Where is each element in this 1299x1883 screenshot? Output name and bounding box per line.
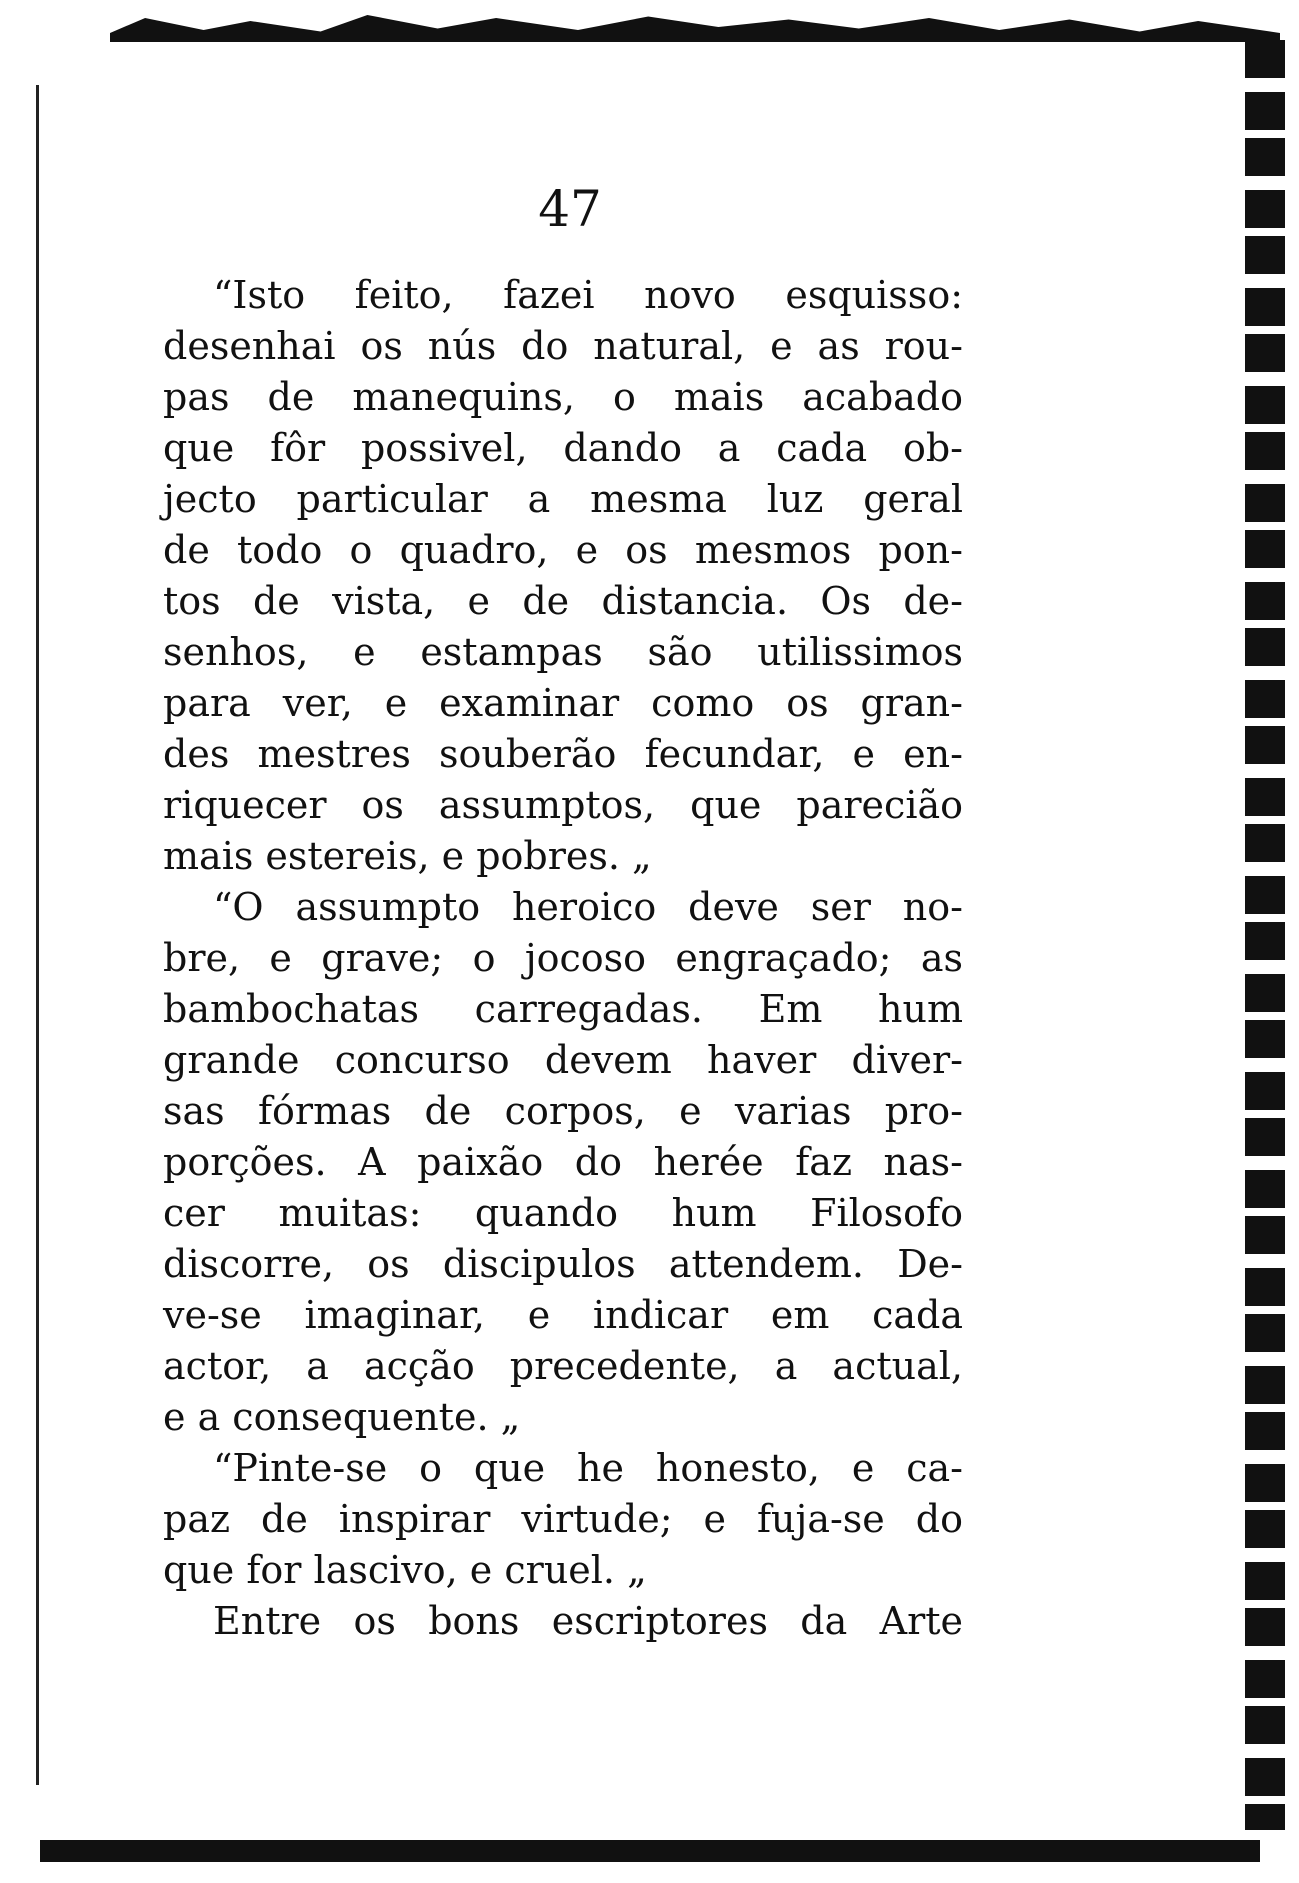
scan-top-edge [110, 12, 1280, 42]
text-line: bre, e grave; o jocoso engraçado; as [163, 936, 963, 980]
text-line: “O assumpto heroico deve ser no- [213, 885, 963, 929]
text-line: senhos, e estampas são utilissimos [163, 630, 963, 674]
text-line: sas fórmas de corpos, e varias pro- [163, 1089, 963, 1133]
text-line: porções. A paixão do herée faz nas- [163, 1140, 963, 1184]
text-line: “Pinte-se o que he honesto, e ca- [213, 1446, 963, 1490]
body-text [163, 270, 963, 1647]
text-line: actor, a acção precedente, a actual, [163, 1344, 963, 1388]
text-line: pas de manequins, o mais acabado [163, 375, 963, 419]
text-line: ve-se imaginar, e indicar em cada [163, 1293, 963, 1337]
text-line: de todo o quadro, e os mesmos pon- [163, 528, 963, 572]
text-line: que fôr possivel, dando a cada ob- [163, 426, 963, 470]
text-line: para ver, e examinar como os gran- [163, 681, 963, 725]
text-line: jecto particular a mesma luz geral [163, 477, 963, 521]
text-line: Entre os bons escriptores da Arte [213, 1599, 963, 1643]
text-line: tos de vista, e de distancia. Os de- [163, 579, 963, 623]
scan-right-edge [1245, 40, 1285, 1830]
text-line: cer muitas: quando hum Filosofo [163, 1191, 963, 1235]
text-line: desenhai os nús do natural, e as rou- [163, 324, 963, 368]
text-line: bambochatas carregadas. Em hum [163, 987, 963, 1031]
text-line: e a consequente. „ [163, 1395, 521, 1439]
text-line: discorre, os discipulos attendem. De- [163, 1242, 963, 1286]
scan-left-rule [36, 85, 39, 1785]
text-line: paz de inspirar virtude; e fuja-se do [163, 1497, 963, 1541]
scan-bottom-edge [40, 1840, 1260, 1862]
page-number: 47 [538, 180, 602, 238]
text-line: grande concurso devem haver diver- [163, 1038, 963, 1082]
text-line: des mestres souberão fecundar, e en- [163, 732, 963, 776]
text-line: mais estereis, e pobres. „ [163, 834, 652, 878]
text-line: que for lascivo, e cruel. „ [163, 1548, 647, 1592]
text-line: “Isto feito, fazei novo esquisso: [213, 273, 963, 317]
text-line: riquecer os assumptos, que parecião [163, 783, 963, 827]
